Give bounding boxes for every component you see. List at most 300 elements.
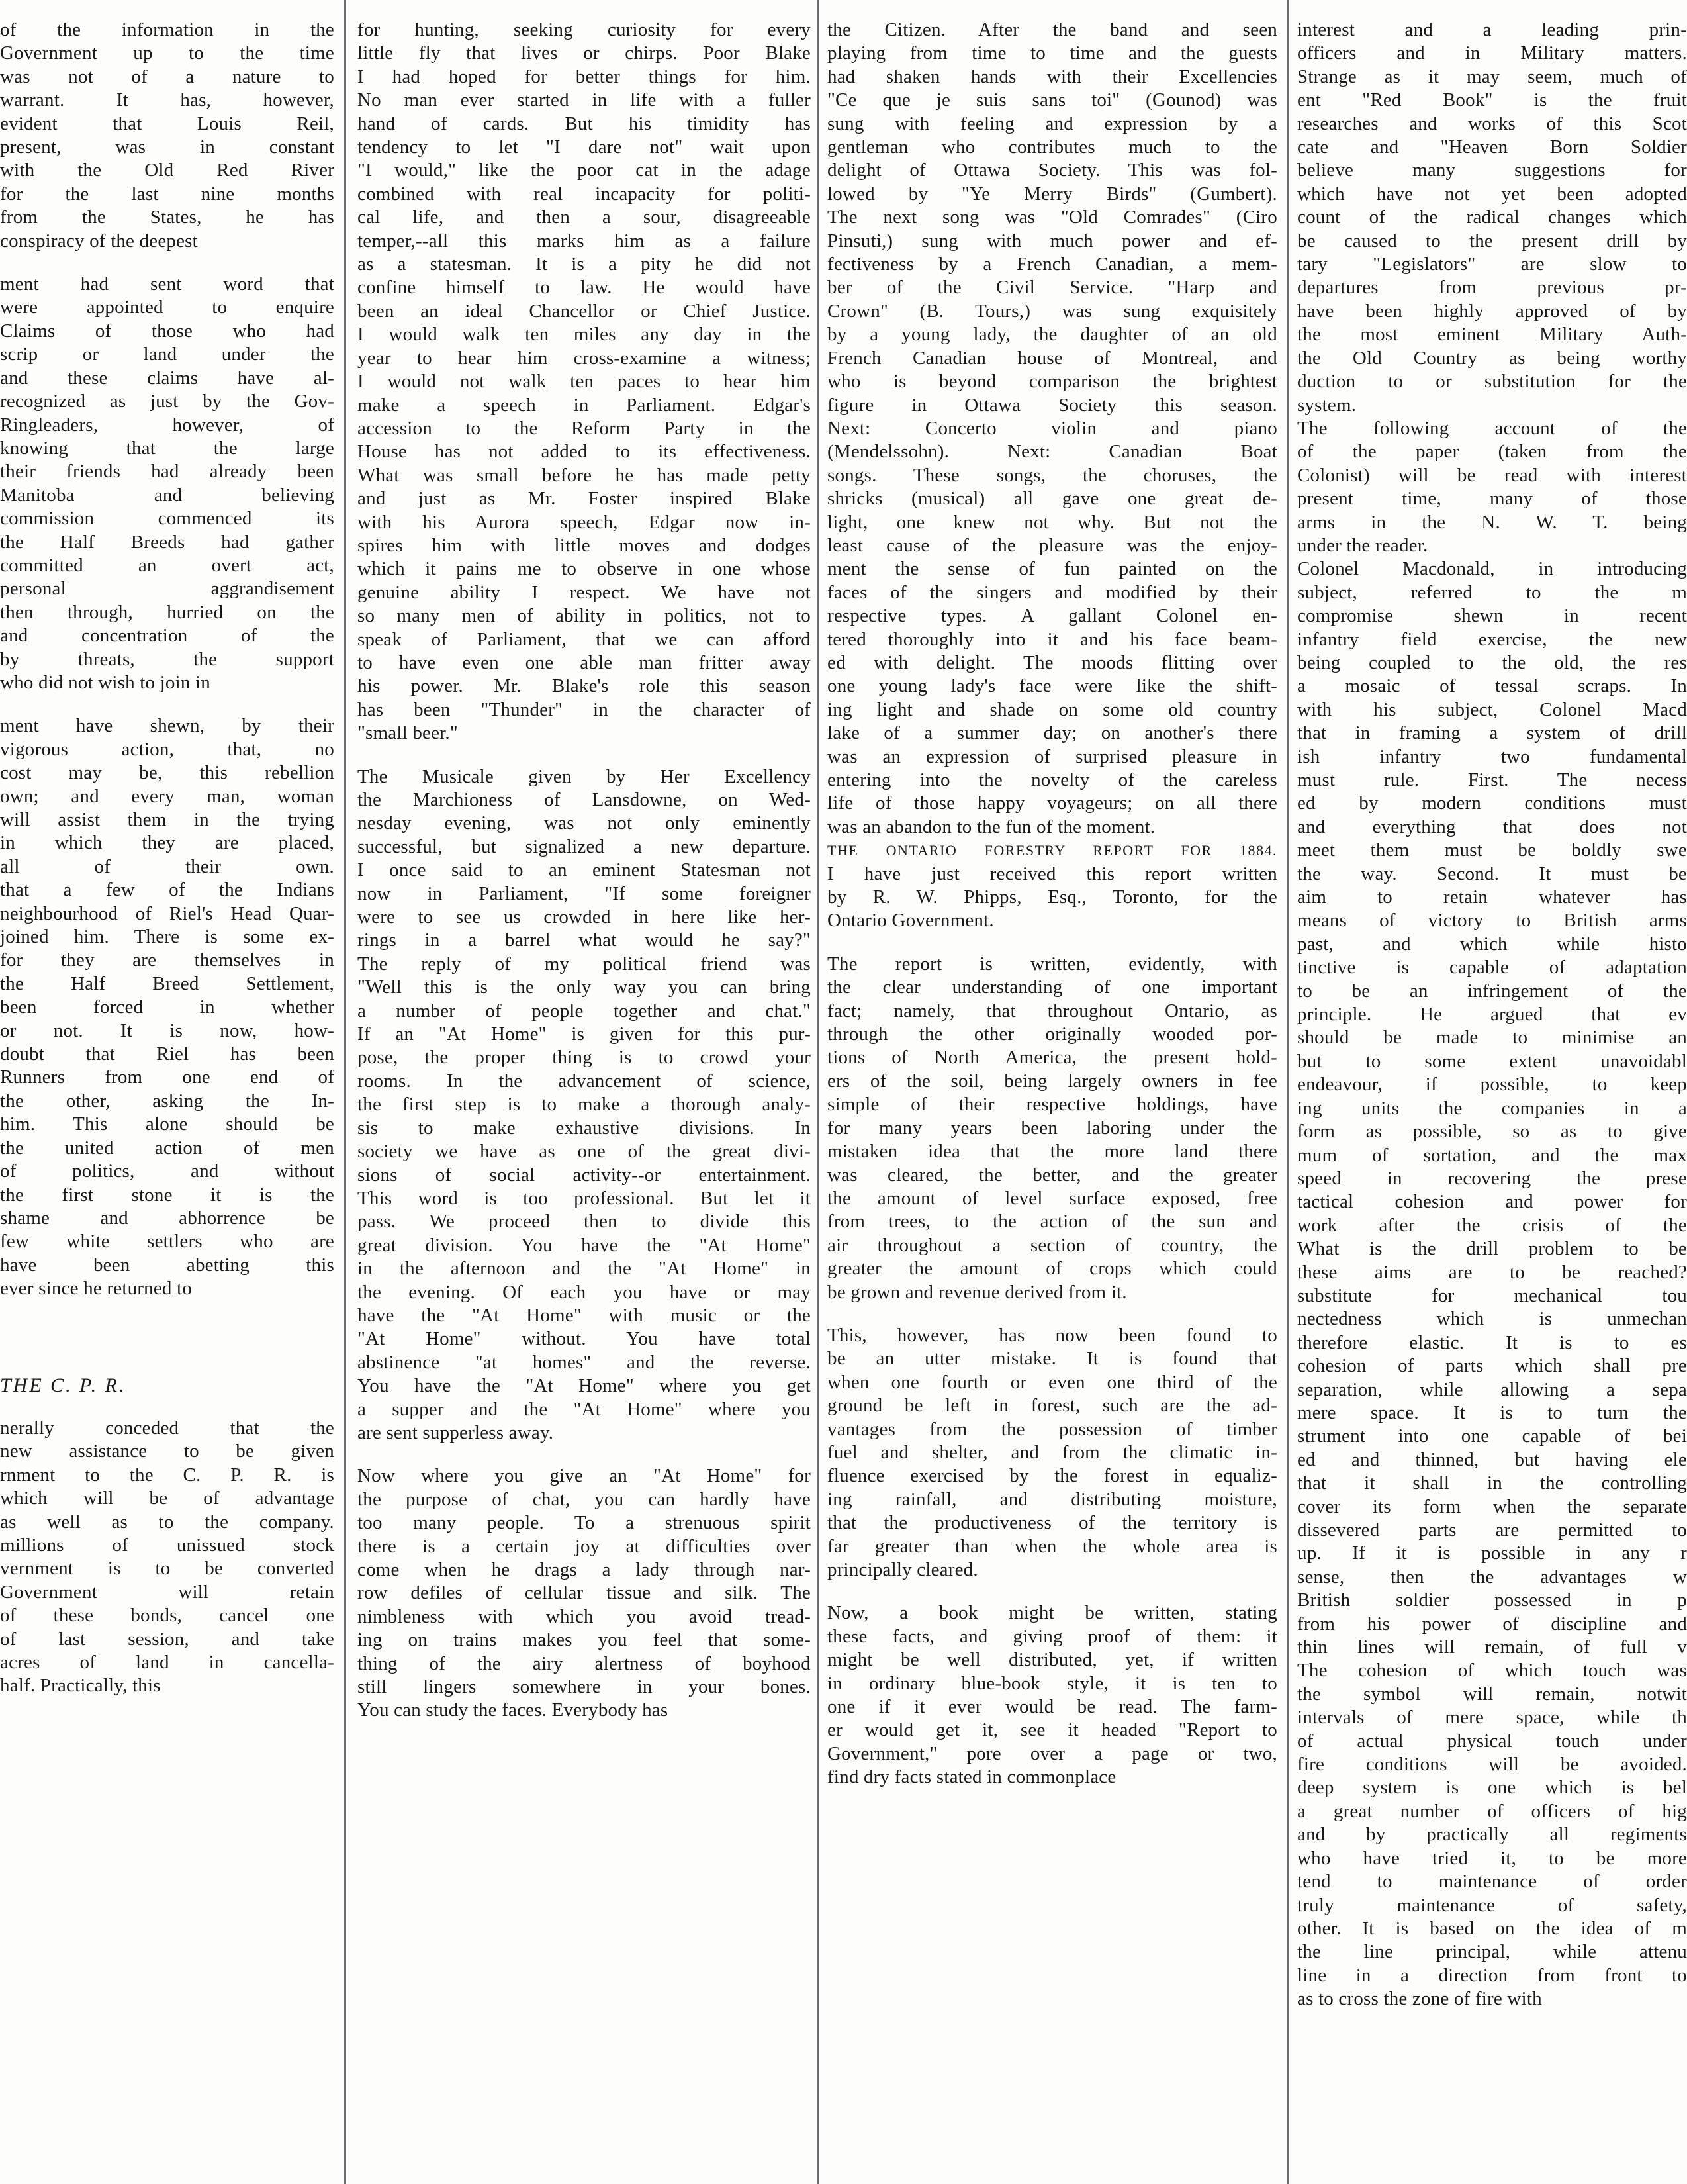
text-line: ing units the companies in a	[1297, 1097, 1687, 1119]
text-line: "Well this is the only way you can bring	[357, 976, 811, 998]
text-line: who did not wish to join in	[0, 671, 210, 693]
text-line: vigorous action, that, no	[0, 738, 334, 760]
text-line: and these claims have al-	[0, 367, 334, 389]
text-line: The report is written, evidently, with	[827, 953, 1277, 974]
text-line: therefore elastic. It is to es	[1297, 1331, 1687, 1353]
text-line: too many people. To a strenuous spirit	[357, 1512, 811, 1534]
text-line: and concentration of the	[0, 625, 334, 647]
text-line: other. It is based on the idea of m	[1297, 1917, 1687, 1939]
text-line: successful, but signalized a new departure.	[357, 835, 811, 857]
blake-article	[357, 19, 811, 745]
text-line: mistaken idea that the more land there	[827, 1141, 1277, 1163]
text-line: that it shall in the controlling	[1297, 1472, 1687, 1494]
text-line: joined him. There is some ex-	[0, 926, 334, 948]
text-line: British soldier possessed in p	[1297, 1590, 1687, 1611]
text-line: a great number of officers of hig	[1297, 1800, 1687, 1822]
text-line: rnment to the C. P. R. is	[0, 1464, 334, 1486]
text-line: ing on trains makes you feel that some-	[357, 1629, 811, 1651]
text-line: ber of the Civil Service. "Harp and	[827, 277, 1277, 299]
text-line: one young lady's face were like the shift-	[827, 675, 1277, 697]
text-line: shricks (musical) all gave one great de-	[827, 488, 1277, 510]
text-line: a mosaic of tessal scraps. In	[1297, 675, 1687, 697]
text-line: year to hear him cross-examine a witness;	[357, 347, 811, 369]
text-line: that in framing a system of drill	[1297, 722, 1687, 744]
text-line: cal life, and then a sour, disagreeable	[357, 207, 811, 228]
text-line: ed by modern conditions must	[1297, 792, 1687, 814]
text-line: This, however, has now been found to	[827, 1324, 1277, 1346]
text-line: (Mendelssohn). Next: Canadian Boat	[827, 441, 1277, 463]
text-line: of actual physical touch under	[1297, 1730, 1687, 1752]
text-line: er would get it, see it headed "Report to	[827, 1719, 1277, 1741]
text-line: fact; namely, that throughout Ontario, as	[827, 1000, 1277, 1021]
text-line: for the last nine months	[0, 183, 334, 205]
text-line: vantages from the possession of timber	[827, 1418, 1277, 1440]
text-line: duction to or substitution for the	[1297, 371, 1687, 393]
column-rule	[817, 0, 819, 2184]
cpr-heading: THE C. P. R.	[0, 1374, 126, 1396]
text-line: must rule. First. The necess	[1297, 769, 1687, 790]
text-line: the purpose of chat, you can hardly have	[357, 1488, 811, 1510]
text-line: This word is too professional. But let it	[357, 1187, 811, 1209]
text-line: "Ce que je suis sans toi" (Gounod) was	[827, 89, 1277, 111]
text-line: present, was in constant	[0, 136, 334, 158]
text-line: deep system is one which is bel	[1297, 1777, 1687, 1799]
text-line: sung with feeling and expression by a	[827, 113, 1277, 134]
text-line: Crown" (B. Tours,) was sung exquisitely	[827, 300, 1277, 322]
text-line: ed and thinned, but having ele	[1297, 1448, 1687, 1470]
text-line: thin lines will remain, of full v	[1297, 1637, 1687, 1658]
text-line: was not of a nature to	[0, 66, 334, 87]
text-line: that the productiveness of the territory is	[827, 1512, 1277, 1534]
text-line: Pinsuti,) sung with much power and ef-	[827, 230, 1277, 252]
text-line: the other, asking the In-	[0, 1090, 334, 1112]
text-line: which it pains me to observe in one whose	[357, 558, 811, 580]
text-line: House has not added to its effectiveness.	[357, 441, 811, 463]
text-line: scrip or land under the	[0, 344, 334, 365]
text-line: Claims of those who had	[0, 320, 334, 342]
text-line: simple of their respective holdings, have	[827, 1094, 1277, 1116]
text-line: figure in Ottawa Society this season.	[827, 394, 1277, 416]
text-line: under the reader.	[1297, 534, 1428, 556]
text-line: little fly that lives or chirps. Poor Blake	[357, 42, 811, 64]
text-line: substitute for mechanical tou	[1297, 1284, 1687, 1306]
column-rule	[1287, 0, 1289, 2184]
drill-article-part-3	[1297, 557, 1687, 2011]
text-line: arms in the N. W. T. being	[1297, 511, 1687, 533]
text-line: ing light and shade on some old country	[827, 698, 1277, 720]
text-line: personal aggrandisement	[0, 578, 334, 600]
text-line: meet them must be boldly swe	[1297, 839, 1687, 861]
text-line: compromise shewn in recent	[1297, 605, 1687, 627]
text-line: entering into the novelty of the careless	[827, 769, 1277, 790]
text-line: fuel and shelter, and from the climatic in-	[827, 1441, 1277, 1463]
text-line: tary "Legislators" are slow to	[1297, 254, 1687, 275]
text-line: were to see us crowded in here like her-	[357, 906, 811, 928]
text-line: that a few of the Indians	[0, 879, 334, 901]
text-line: who have tried it, to be more	[1297, 1847, 1687, 1869]
text-line: combined with real incapacity for politi-	[357, 183, 811, 205]
text-line: French Canadian house of Montreal, and	[827, 347, 1277, 369]
text-line: Ontario Government.	[827, 910, 994, 931]
text-line: the line principal, while attenu	[1297, 1941, 1687, 1963]
text-line: nerally conceded that the	[0, 1417, 334, 1439]
text-line: tinctive is capable of adaptation	[1297, 957, 1687, 978]
text-line: been an ideal Chancellor or Chief Justice.	[357, 300, 811, 322]
text-line: find dry facts stated in commonplace	[827, 1766, 1117, 1788]
text-line: delight of Ottawa Society. This was fol-	[827, 160, 1277, 181]
musicale-article-part-2	[357, 1464, 811, 1722]
text-line: were appointed to enquire	[0, 297, 334, 318]
text-line: evident that Louis Reil,	[0, 113, 334, 134]
text-line: pose, the proper thing is to crowd your	[357, 1047, 811, 1068]
text-line: means of victory to British arms	[1297, 910, 1687, 931]
text-line: tered thoroughly into it and his face beam-	[827, 628, 1277, 650]
text-line: and everything that does not	[1297, 816, 1687, 837]
text-line: Now, a book might be written, stating	[827, 1602, 1277, 1624]
text-line: The cohesion of which touch was	[1297, 1660, 1687, 1682]
text-line: will assist them in the trying	[0, 809, 334, 830]
text-line: far greater than when the whole area is	[827, 1535, 1277, 1557]
text-line: ever since he returned to	[0, 1278, 193, 1300]
musicale-article-part-1	[357, 765, 811, 1445]
text-line: millions of unissued stock	[0, 1534, 334, 1556]
text-line: of the paper (taken from the	[1297, 441, 1687, 463]
text-line: system.	[1297, 394, 1357, 416]
column-1	[0, 19, 334, 2170]
text-line: sis to make exhaustive divisions. In	[357, 1117, 811, 1139]
text-line: all of their own.	[0, 855, 334, 877]
text-line: committed an overt act,	[0, 554, 334, 576]
text-line: from the States, he has	[0, 207, 334, 228]
text-line: faces of the singers and modified by their	[827, 581, 1277, 603]
text-line: Colonist) will be read with interest	[1297, 464, 1687, 486]
text-line: past, and which while histo	[1297, 933, 1687, 955]
text-line: new assistance to be given	[0, 1441, 334, 1462]
text-line: ing rainfall, and distributing moisture,	[827, 1488, 1277, 1510]
text-line: abstinence "at homes" and the reverse.	[357, 1351, 811, 1373]
text-line: sense, then the advantages w	[1297, 1566, 1687, 1588]
text-line: a supper and the "At Home" where you	[357, 1398, 811, 1420]
text-line: I had hoped for better things for him.	[357, 66, 811, 87]
text-line: for many years been laboring under the	[827, 1117, 1277, 1139]
text-line: shame and abhorrence be	[0, 1207, 334, 1229]
text-line: of politics, and without	[0, 1161, 334, 1182]
text-line: form as possible, so as to give	[1297, 1121, 1687, 1143]
text-line: the Marchioness of Lansdowne, on Wed-	[357, 789, 811, 810]
column-rule	[344, 0, 346, 2184]
text-line: The next song was "Old Comrades" (Ciro	[827, 207, 1277, 228]
text-line: the most eminent Military Auth-	[1297, 324, 1687, 346]
text-line: a number of people together and chat."	[357, 1000, 811, 1021]
text-line: pass. We proceed then to divide this	[357, 1211, 811, 1233]
text-line: ground be left in forest, such are the ad-	[827, 1395, 1277, 1417]
text-line: least cause of the pleasure was the enjoy-	[827, 534, 1277, 556]
text-line: acres of land in cancella-	[0, 1652, 334, 1673]
text-line: lowed by "Ye Merry Birds" (Gumbert).	[827, 183, 1277, 205]
text-line: fectiveness by a French Canadian, a mem-	[827, 254, 1277, 275]
text-line: was an abandon to the fun of the moment.	[827, 816, 1156, 837]
text-line: from trees, to the action of the sun and	[827, 1211, 1277, 1233]
text-line: hand of cards. But his timidity has	[357, 113, 811, 134]
text-line: I would not walk ten paces to hear him	[357, 371, 811, 393]
text-line: dissevered parts are permitted to	[1297, 1519, 1687, 1541]
text-line: with his Aurora speech, Edgar now in-	[357, 511, 811, 533]
text-line: be grown and revenue derived from it.	[827, 1281, 1127, 1303]
text-line: cohesion of parts which shall pre	[1297, 1355, 1687, 1377]
text-line: in ordinary blue-book style, it is ten to	[827, 1672, 1277, 1694]
text-line: departures from previous pr-	[1297, 277, 1687, 299]
text-line: through the other originally wooded por-	[827, 1023, 1277, 1045]
text-line: ent "Red Book" is the fruit	[1297, 89, 1687, 111]
text-line: mum of sortation, and the max	[1297, 1144, 1687, 1166]
text-line: The reply of my political friend was	[357, 953, 811, 974]
text-line: as a statesman. It is a pity he did not	[357, 254, 811, 275]
text-line: I once said to an eminent Statesman not	[357, 859, 811, 881]
text-line: ed with delight. The moods flitting over	[827, 651, 1277, 673]
text-line: the Old Country as being worthy	[1297, 347, 1687, 369]
text-line: cover its form when the separate	[1297, 1496, 1687, 1517]
text-line: come when he drags a lady through nar-	[357, 1559, 811, 1580]
text-line: by threats, the support	[0, 648, 334, 670]
text-line: nimbleness with which you avoid tread-	[357, 1605, 811, 1627]
text-line: If an "At Home" is given for this pur-	[357, 1023, 811, 1045]
drill-article-part-1	[1297, 19, 1687, 417]
text-line: to have even one able man fritter away	[357, 651, 811, 673]
text-line: Government will retain	[0, 1581, 334, 1603]
text-line: have been highly approved of by	[1297, 300, 1687, 322]
text-line: Runners from one end of	[0, 1067, 334, 1088]
text-line: mere space. It is to turn the	[1297, 1401, 1687, 1423]
text-line: Now where you give an "At Home" for	[357, 1465, 811, 1487]
text-line: air throughout a section of country, the	[827, 1234, 1277, 1256]
text-line: songs. These songs, the choruses, the	[827, 464, 1277, 486]
text-line: ment had sent word that	[0, 273, 334, 295]
text-line: still lingers somewhere in your bones.	[357, 1676, 811, 1698]
text-line: ish infantry two fundamental	[1297, 745, 1687, 767]
text-line: playing from time to time and the guests	[827, 42, 1277, 64]
text-line: You can study the faces. Everybody has	[357, 1699, 668, 1721]
text-line: nectedness which is unmechan	[1297, 1308, 1687, 1330]
text-line: Next: Concerto violin and piano	[827, 417, 1277, 439]
text-line: for hunting, seeking curiosity for every	[357, 19, 811, 40]
text-line: have the "At Home" with music or the	[357, 1304, 811, 1326]
drill-article-part-2	[1297, 417, 1687, 557]
text-line: present time, many of those	[1297, 488, 1687, 510]
text-line: strument into one capable of bei	[1297, 1425, 1687, 1447]
text-line: intervals of mere space, while th	[1297, 1707, 1687, 1729]
text-line: lake of a summer day; on another's there	[827, 722, 1277, 744]
text-line: aim to retain whatever has	[1297, 886, 1687, 908]
text-line: make a speech in Parliament. Edgar's	[357, 394, 811, 416]
text-line: as to cross the zone of fire with	[1297, 1988, 1542, 2010]
text-line: his power. Mr. Blake's role this season	[357, 675, 811, 697]
text-line: ers of the soil, being largely owners in fee	[827, 1070, 1277, 1092]
text-line: knowing that the large	[0, 437, 334, 459]
text-line: tend to maintenance of order	[1297, 1871, 1687, 1893]
text-line: sions of social activity--or entertainment.	[357, 1164, 811, 1186]
text-line: great division. You have the "At Home"	[357, 1234, 811, 1256]
text-line: light, one knew not why. But not the	[827, 511, 1277, 533]
text-line: "I would," like the poor cat in the adage	[357, 160, 811, 181]
text-line: be caused to the present drill by	[1297, 230, 1687, 252]
text-line: count of the radical changes which	[1297, 207, 1687, 228]
text-line: truly maintenance of safety,	[1297, 1894, 1687, 1916]
text-line: half. Practically, this	[0, 1675, 161, 1697]
text-line: had shaken hands with their Excellencies	[827, 66, 1277, 87]
text-line: the amount of level surface exposed, free	[827, 1187, 1277, 1209]
text-line: endeavour, if possible, to keep	[1297, 1074, 1687, 1096]
text-line: in which they are placed,	[0, 832, 334, 854]
text-line: temper,--all this marks him as a failure	[357, 230, 811, 252]
text-line: "At Home" without. You have total	[357, 1328, 811, 1350]
text-line: the Citizen. After the band and seen	[827, 19, 1277, 40]
forestry-paragraph-1	[827, 953, 1277, 1304]
text-line: vernment is to be converted	[0, 1558, 334, 1580]
text-line: the Half Breed Settlement,	[0, 973, 334, 994]
text-line: "small beer."	[357, 722, 458, 744]
text-line: these facts, and giving proof of them: it	[827, 1625, 1277, 1647]
text-line: gentleman who contributes much to the	[827, 136, 1277, 158]
text-line: then through, hurried on the	[0, 601, 334, 623]
text-line: life of those happy voyageurs; on all there	[827, 792, 1277, 814]
text-line: accession to the Reform Party in the	[357, 417, 811, 439]
text-line: confine himself to law. He would have	[357, 277, 811, 299]
musicale-article-continued	[827, 19, 1277, 839]
riel-article-part-3	[0, 714, 334, 1300]
text-line: fluence exercised by the forest in equaliz-	[827, 1465, 1277, 1487]
text-line: him. This alone should be	[0, 1114, 334, 1135]
column-2	[357, 19, 811, 2170]
text-line: spires him with little moves and dodges	[357, 534, 811, 556]
text-line: work after the crisis of the	[1297, 1214, 1687, 1236]
text-line: respective types. A gallant Colonel en-	[827, 605, 1277, 627]
text-line: the Half Breeds had gather	[0, 531, 334, 553]
text-line: You have the "At Home" where you get	[357, 1375, 811, 1397]
text-line: in the afternoon and the "At Home" in	[357, 1258, 811, 1280]
text-line: tendency to let "I dare not" wait upon	[357, 136, 811, 158]
text-line: which have not yet been adopted	[1297, 183, 1687, 205]
text-line: The following account of the	[1297, 417, 1687, 439]
text-line: thing of the airy alertness of boyhood	[357, 1652, 811, 1674]
text-line: researches and works of this Scot	[1297, 113, 1687, 134]
text-line: principally cleared.	[827, 1559, 978, 1580]
text-line: rooms. In the advancement of science,	[357, 1070, 811, 1092]
text-line: recognized as just by the Gov-	[0, 391, 334, 412]
text-line: Government up to the time	[0, 42, 334, 64]
text-line: as well as to the company.	[0, 1511, 334, 1533]
text-line: the evening. Of each you have or may	[357, 1281, 811, 1303]
text-line: their friends had already been	[0, 461, 334, 483]
text-line: and just as Mr. Foster inspired Blake	[357, 488, 811, 510]
column-4	[1297, 19, 1687, 2170]
text-line: neighbourhood of Riel's Head Quar-	[0, 902, 334, 924]
text-line: speed in recovering the prese	[1297, 1167, 1687, 1189]
text-line: Manitoba and believing	[0, 484, 334, 506]
forestry-intro	[827, 863, 1277, 933]
text-line: with the Old Red River	[0, 160, 334, 181]
text-line: but to some extent unavoidabl	[1297, 1050, 1687, 1072]
text-line: Strange as it may seem, much of	[1297, 66, 1687, 87]
text-line: society we have as one of the great divi-	[357, 1141, 811, 1163]
text-line: have been abetting this	[0, 1254, 334, 1276]
text-line: Government," pore over a page or two,	[827, 1742, 1277, 1764]
text-line: few white settlers who are	[0, 1231, 334, 1253]
cpr-article	[0, 1417, 334, 1698]
text-line: the symbol will remain, notwit	[1297, 1683, 1687, 1705]
riel-article-part-1	[0, 19, 334, 253]
text-line: tactical cohesion and power for	[1297, 1191, 1687, 1213]
text-line: ment the sense of fun painted on the	[827, 558, 1277, 580]
text-line: when one fourth or even one third of the	[827, 1371, 1277, 1393]
text-line: row defiles of cellular tissue and silk. The	[357, 1582, 811, 1604]
text-line: The Musicale given by Her Excellency	[357, 765, 811, 787]
text-line: ment have shewn, by their	[0, 715, 334, 737]
text-line: was cleared, the better, and the greater	[827, 1164, 1277, 1186]
text-line: be an utter mistake. It is found that	[827, 1348, 1277, 1370]
text-line: are sent supperless away.	[357, 1421, 554, 1443]
text-line: the way. Second. It must be	[1297, 863, 1687, 884]
text-line: cate and "Heaven Born Soldier	[1297, 136, 1687, 158]
text-line: cost may be, this rebellion	[0, 762, 334, 784]
text-line: principle. He argued that ev	[1297, 1004, 1687, 1025]
text-line: interest and a leading prin-	[1297, 19, 1687, 40]
text-line: now in Parliament, "If some foreigner	[357, 882, 811, 904]
text-line: of these bonds, cancel one	[0, 1605, 334, 1627]
text-line: fire conditions will be avoided.	[1297, 1754, 1687, 1776]
text-line: by R. W. Phipps, Esq., Toronto, for the	[827, 886, 1277, 908]
text-line: doubt that Riel has been	[0, 1043, 334, 1065]
text-line: I would walk ten miles any day in the	[357, 324, 811, 346]
text-line: genuine ability I respect. We have not	[357, 581, 811, 603]
text-line: of the information in the	[0, 19, 334, 40]
text-line: been forced in whether	[0, 996, 334, 1018]
text-line: so many men of ability in politics, not to	[357, 605, 811, 627]
text-line: by a young lady, the daughter of an old	[827, 324, 1277, 346]
text-line: nesday evening, was not only eminently	[357, 812, 811, 834]
text-line: to be an infringement of the	[1297, 980, 1687, 1002]
text-line: tions of North America, the present hold-	[827, 1047, 1277, 1068]
text-line: the united action of men	[0, 1137, 334, 1159]
text-line: greater the amount of crops which could	[827, 1258, 1277, 1280]
text-line: Colonel Macdonald, in introducing	[1297, 558, 1687, 580]
text-line: own; and every man, woman	[0, 785, 334, 807]
text-line: the first step is to make a thorough analy-	[357, 1094, 811, 1116]
text-line: line in a direction from front to	[1297, 1964, 1687, 1986]
text-line: Ringleaders, however, of	[0, 414, 334, 436]
forestry-report-heading: THE ONTARIO FORESTRY REPORT FOR 1884.	[827, 842, 1277, 859]
text-line: conspiracy of the deepest	[0, 230, 198, 252]
text-line: has been "Thunder" in the character of	[357, 698, 811, 720]
text-line: for they are themselves in	[0, 949, 334, 971]
text-line: of last session, and take	[0, 1628, 334, 1650]
text-line: with his subject, Colonel Macd	[1297, 698, 1687, 720]
text-line: believe many suggestions for	[1297, 160, 1687, 181]
text-line: these aims are to be reached?	[1297, 1261, 1687, 1283]
text-line: might be well distributed, yet, if written	[827, 1649, 1277, 1671]
text-line: subject, referred to the m	[1297, 581, 1687, 603]
text-line: there is a certain joy at difficulties over	[357, 1535, 811, 1557]
text-line: or not. It is now, how-	[0, 1020, 334, 1041]
text-line: the first stone it is the	[0, 1184, 334, 1206]
text-line: which will be of advantage	[0, 1488, 334, 1509]
column-3	[827, 19, 1277, 2170]
riel-article-part-2	[0, 273, 334, 694]
text-line: commission commenced its	[0, 508, 334, 530]
text-line: infantry field exercise, the new	[1297, 628, 1687, 650]
text-line: No man ever started in life with a fuller	[357, 89, 811, 111]
text-line: up. If it is possible in any r	[1297, 1543, 1687, 1564]
text-line: from his power of discipline and	[1297, 1613, 1687, 1635]
